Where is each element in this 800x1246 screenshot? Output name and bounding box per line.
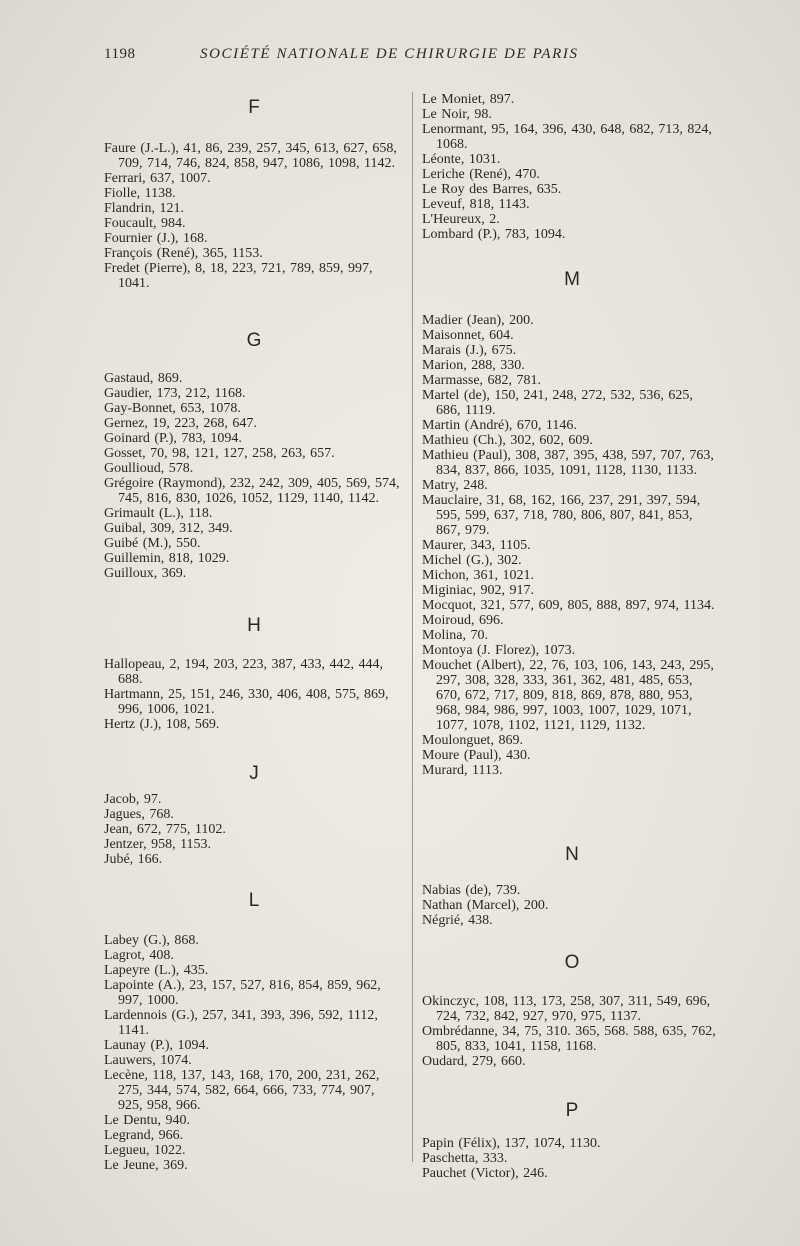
section-letter-g: G: [246, 330, 262, 351]
index-entry: Molina, 70.: [422, 628, 488, 643]
index-entry: Michon, 361, 1021.: [422, 568, 535, 583]
index-entry: Marais (J.), 675.: [422, 343, 517, 358]
index-entry: Ferrari, 637, 1007.: [104, 171, 211, 186]
index-entry: Fredet (Pierre), 8, 18, 223, 721, 789, 859, 997, 1041.: [104, 261, 373, 291]
index-entry: Le Roy des Barres, 635.: [422, 182, 562, 197]
index-entry: Leveuf, 818, 1143.: [422, 197, 530, 212]
index-entry: Fiolle, 1138.: [104, 186, 176, 201]
index-entry: Goullioud, 578.: [104, 461, 194, 476]
index-entry: Mathieu (Ch.), 302, 602, 609.: [422, 433, 593, 448]
index-entry: Marmasse, 682, 781.: [422, 373, 542, 388]
index-entry: Madier (Jean), 200.: [422, 313, 534, 328]
index-entry: Moure (Paul), 430.: [422, 748, 531, 763]
running-title: SOCIÉTÉ NATIONALE DE CHIRURGIE DE PARIS: [200, 46, 579, 62]
index-section: [422, 1136, 718, 1181]
index-entry: Montoya (J. Florez), 1073.: [422, 643, 576, 658]
index-entry: Gernez, 19, 223, 268, 647.: [104, 416, 257, 431]
index-section: [104, 933, 400, 1173]
page-header: [104, 46, 664, 68]
column-divider: [412, 92, 413, 1162]
index-entry: Lagrot, 408.: [104, 948, 174, 963]
index-entry: Lapeyre (L.), 435.: [104, 963, 209, 978]
index-entry: Léonte, 1031.: [422, 152, 501, 167]
index-entry: Mocquot, 321, 577, 609, 805, 888, 897, 974, 1134.: [422, 598, 715, 613]
index-entry: Grégoire (Raymond), 232, 242, 309, 405, 569, 574, 745, 816, 830, 1026, 1052, 1129, 1140, 1142.: [104, 476, 400, 506]
index-entry: Maurer, 343, 1105.: [422, 538, 531, 553]
index-entry: Jentzer, 958, 1153.: [104, 837, 212, 852]
index-entry: Le Jeune, 369.: [104, 1158, 188, 1173]
index-entry: Okinczyc, 108, 113, 173, 258, 307, 311, 549, 696, 724, 732, 842, 927, 970, 975, 1137.: [422, 994, 711, 1024]
index-entry: Lenormant, 95, 164, 396, 430, 648, 682, 713, 824, 1068.: [422, 122, 712, 152]
index-entry: Guillemin, 818, 1029.: [104, 551, 230, 566]
index-section: [104, 657, 400, 732]
index-entry: Murard, 1113.: [422, 763, 503, 778]
index-entry: Le Moniet, 897.: [422, 92, 515, 107]
index-entry: Lombard (P.), 783, 1094.: [422, 227, 566, 242]
index-entry: Pauchet (Victor), 246.: [422, 1166, 548, 1181]
index-entry: Guibal, 309, 312, 349.: [104, 521, 233, 536]
index-entry: Hartmann, 25, 151, 246, 330, 406, 408, 575, 869, 996, 1006, 1021.: [104, 687, 389, 717]
index-entry: Négrié, 438.: [422, 913, 493, 928]
index-entry: Moiroud, 696.: [422, 613, 504, 628]
index-entry: Le Noir, 98.: [422, 107, 492, 122]
page-number: 1198: [104, 46, 136, 62]
index-entry: Legrand, 966.: [104, 1128, 184, 1143]
index-entry: Nathan (Marcel), 200.: [422, 898, 549, 913]
index-entry: Guilloux, 369.: [104, 566, 187, 581]
index-entry: Leriche (René), 470.: [422, 167, 540, 182]
index-entry: Gosset, 70, 98, 121, 127, 258, 263, 657.: [104, 446, 335, 461]
index-entry: Marion, 288, 330.: [422, 358, 525, 373]
index-section: [422, 994, 718, 1069]
index-entry: Gaudier, 173, 212, 1168.: [104, 386, 246, 401]
index-entry: Oudard, 279, 660.: [422, 1054, 526, 1069]
index-entry: Martel (de), 150, 241, 248, 272, 532, 536, 625, 686, 1119.: [422, 388, 693, 418]
index-entry: Fournier (J.), 168.: [104, 231, 208, 246]
index-entry: Lapointe (A.), 23, 157, 527, 816, 854, 859, 962, 997, 1000.: [104, 978, 381, 1008]
index-entry: Gay-Bonnet, 653, 1078.: [104, 401, 241, 416]
index-entry: Nabias (de), 739.: [422, 883, 521, 898]
section-letter-m: M: [564, 269, 580, 290]
index-entry: Faure (J.-L.), 41, 86, 239, 257, 345, 613, 627, 658, 709, 714, 746, 824, 858, 947, 1086, 1098, 1142.: [104, 141, 397, 171]
index-entry: Mauclaire, 31, 68, 162, 166, 237, 291, 397, 594, 595, 599, 637, 718, 780, 806, 807, 841, 853, 867, 979.: [422, 493, 701, 538]
index-section: [104, 141, 400, 291]
index-section: [422, 883, 718, 928]
index-entry: Jagues, 768.: [104, 807, 174, 822]
index-entry: Paschetta, 333.: [422, 1151, 508, 1166]
index-entry: Lauwers, 1074.: [104, 1053, 192, 1068]
index-entry: Maisonnet, 604.: [422, 328, 514, 343]
index-entry: Launay (P.), 1094.: [104, 1038, 210, 1053]
section-letter-n: N: [565, 844, 579, 865]
index-entry: Flandrin, 121.: [104, 201, 184, 216]
index-entry: Jubé, 166.: [104, 852, 163, 867]
index-section: [104, 792, 400, 867]
index-entry: Mathieu (Paul), 308, 387, 395, 438, 597, 707, 763, 834, 837, 866, 1035, 1091, 1128, 1130, 1133.: [422, 448, 714, 478]
index-entry: Miginiac, 902, 917.: [422, 583, 535, 598]
index-entry: Ombrédanne, 34, 75, 310. 365, 568. 588, 635, 762, 805, 833, 1041, 1158, 1168.: [422, 1024, 716, 1054]
index-entry: L'Heureux, 2.: [422, 212, 500, 227]
index-entry: Lecène, 118, 137, 143, 168, 170, 200, 231, 262, 275, 344, 574, 582, 664, 666, 733, 774, 907, 925, 958, 966.: [104, 1068, 380, 1113]
index-entry: Martin (André), 670, 1146.: [422, 418, 577, 433]
index-entry: Moulonguet, 869.: [422, 733, 523, 748]
index-entry: Foucault, 984.: [104, 216, 186, 231]
index-entry: François (René), 365, 1153.: [104, 246, 263, 261]
section-letter-p: P: [565, 1100, 579, 1121]
index-entry: Mouchet (Albert), 22, 76, 103, 106, 143, 243, 295, 297, 308, 328, 333, 361, 362, 481, 485, 653, 670, 672, 717, 809, 818, 869, 878, 880, 953, 968, 984, 986, 997, 1003, 1007, 1029, 1071, 1077, 1078, 1102, 1121, 1129, 1132.: [422, 658, 714, 733]
index-entry: Le Dentu, 940.: [104, 1113, 190, 1128]
section-letter-o: O: [564, 952, 580, 973]
section-letter-l: L: [248, 890, 260, 911]
section-letter-h: H: [247, 615, 261, 636]
index-entry: Lardennois (G.), 257, 341, 393, 396, 592, 1112, 1141.: [104, 1008, 378, 1038]
index-section: [422, 313, 718, 778]
index-entry: Legueu, 1022.: [104, 1143, 186, 1158]
index-entry: Jacob, 97.: [104, 792, 162, 807]
index-entry: Grimault (L.), 118.: [104, 506, 213, 521]
index-entry: Hertz (J.), 108, 569.: [104, 717, 220, 732]
section-letter-f: F: [248, 97, 260, 118]
index-entry: Papin (Félix), 137, 1074, 1130.: [422, 1136, 601, 1151]
section-letter-j: J: [249, 763, 259, 784]
index-section: [422, 92, 718, 242]
index-entry: Matry, 248.: [422, 478, 488, 493]
index-section: [104, 371, 400, 581]
index-entry: Guibé (M.), 550.: [104, 536, 201, 551]
index-entry: Michel (G.), 302.: [422, 553, 522, 568]
index-entry: Hallopeau, 2, 194, 203, 223, 387, 433, 442, 444, 688.: [104, 657, 384, 687]
index-entry: Gastaud, 869.: [104, 371, 183, 386]
index-entry: Jean, 672, 775, 1102.: [104, 822, 226, 837]
index-entry: Goinard (P.), 783, 1094.: [104, 431, 242, 446]
index-entry: Labey (G.), 868.: [104, 933, 199, 948]
